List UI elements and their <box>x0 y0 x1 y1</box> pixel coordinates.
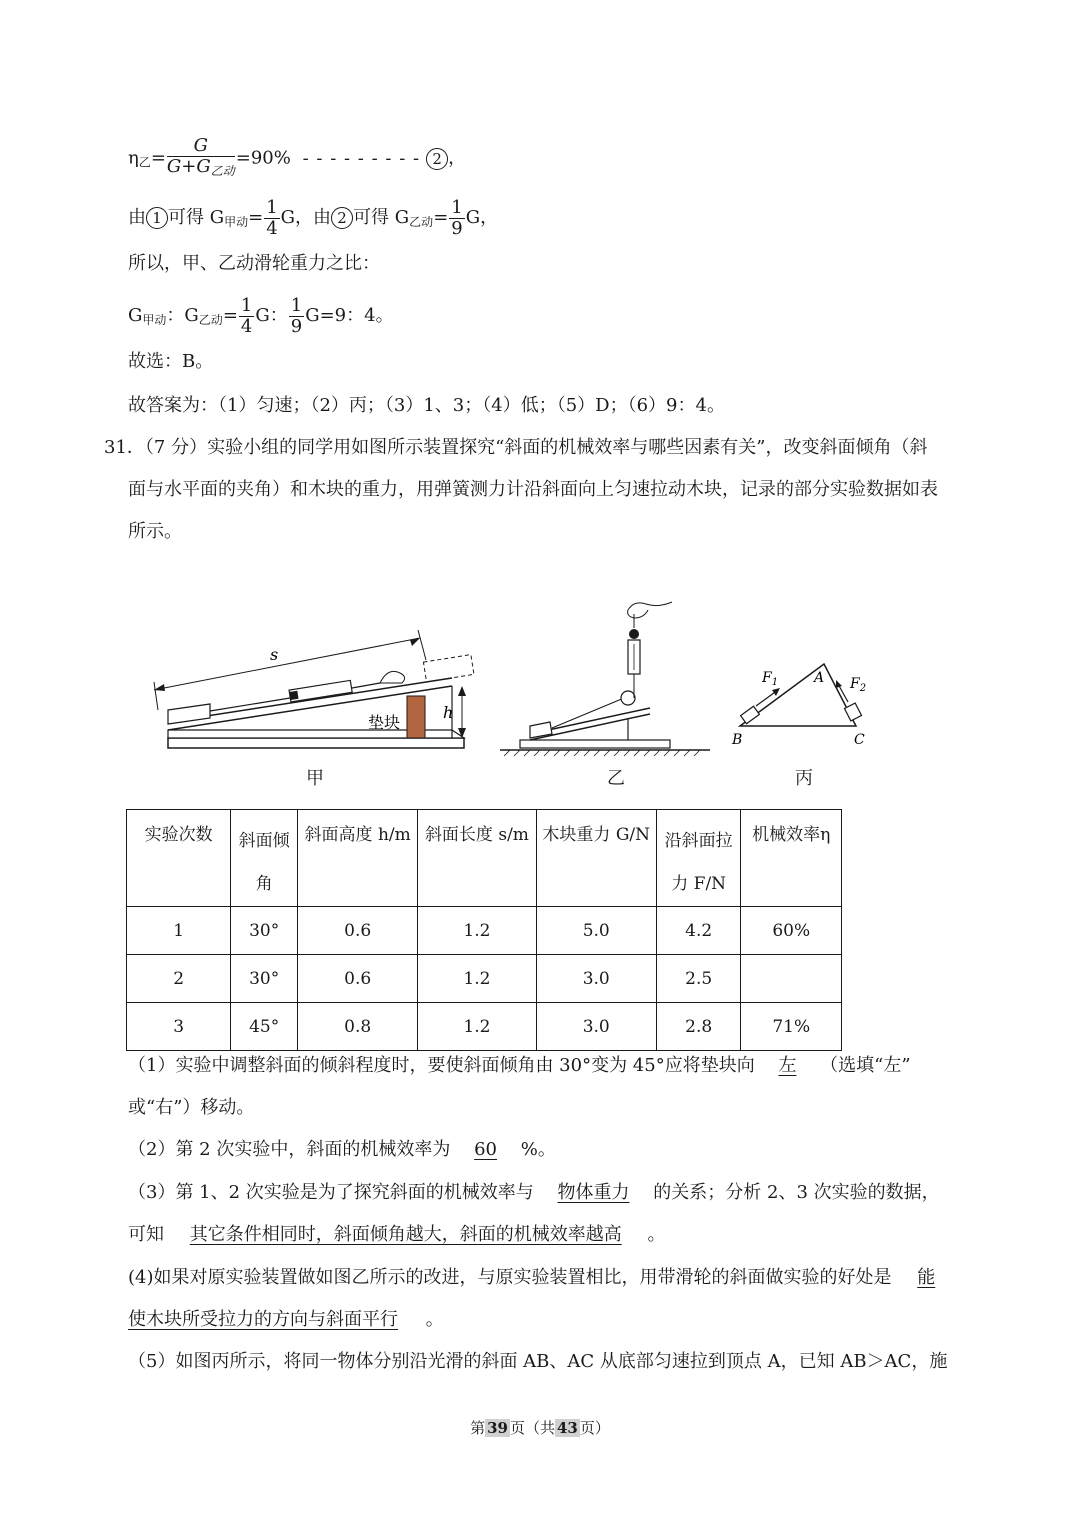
ratio-line <box>128 294 394 338</box>
question-31-line-3: 所示。 <box>128 521 182 542</box>
cell-height: 0.8 <box>298 1003 418 1051</box>
q4-text: (4)如果对原实验装置做如图乙所示的改进，与原实验装置相比，用带滑轮的斜面做实验的好处是 <box>128 1267 892 1288</box>
question-31-line-1: 31．（7 分）实验小组的同学用如图所示装置探究“斜面的机械效率与哪些因素有关”，改变斜面倾角（斜 <box>104 437 928 458</box>
figure-yi-pulley-incline <box>500 600 720 760</box>
q3-answer-2: 其它条件相同时，斜面倾角越大，斜面的机械效率越高 <box>189 1224 622 1245</box>
experiment-data-table <box>126 809 842 1051</box>
ratio-text-a: G <box>128 305 143 326</box>
derive-eq-2: = <box>433 207 449 228</box>
caption-bing: 丙 <box>795 768 813 789</box>
fraction-den: 9 <box>451 217 463 239</box>
q1-answer: 左 <box>778 1055 797 1076</box>
subquestion-4 <box>128 1266 935 1290</box>
cell-height: 0.6 <box>298 955 418 1003</box>
cell-angle: 30° <box>231 907 298 955</box>
cell-trial: 3 <box>127 1003 231 1051</box>
label-B: B <box>732 732 743 748</box>
q4-answer-1: 能 <box>917 1267 936 1288</box>
eta-subscript: 乙 <box>138 155 151 170</box>
figure-bing-triangle <box>728 654 878 754</box>
table-header-row <box>127 810 842 907</box>
label-s: s <box>270 645 279 664</box>
eta-fraction-numerator: G <box>167 136 235 157</box>
label-h: h <box>443 703 454 722</box>
cell-force: 2.8 <box>656 1003 741 1051</box>
eta-fraction-denominator-sub: 乙动 <box>210 164 235 178</box>
ratio-fraction-2 <box>289 296 304 337</box>
derive-text-d: G，由 <box>280 207 332 228</box>
eta-fraction-denominator: G+G <box>166 156 211 177</box>
cell-trial: 1 <box>127 907 231 955</box>
derive-text-g: G， <box>465 207 499 228</box>
caption-yi: 乙 <box>607 768 625 789</box>
fraction-num: 1 <box>240 294 253 316</box>
label-F2: $F_2$ <box>850 676 867 694</box>
fraction-num: 1 <box>451 196 463 218</box>
q3-text-d: 。 <box>647 1224 666 1245</box>
eta-yi-equation: $\eta_乙=$ $\frac{G}{G+G_{乙动}}$ =90% - - - - - - - - - 2 ， <box>128 136 466 180</box>
footer-suffix: 页） <box>579 1419 610 1437</box>
cell-height: 0.6 <box>298 907 418 955</box>
q3-answer-1: 物体重力 <box>557 1182 630 1203</box>
derive-text-b: 可得 G <box>168 207 225 228</box>
header-force: 沿斜面拉 力 F/N <box>656 810 741 907</box>
q3-text-c: 可知 <box>128 1224 164 1245</box>
q1-text: （1）实验中调整斜面的倾斜程度时，要使斜面倾角由 30°变为 45°应将垫块向 <box>128 1055 755 1076</box>
q2-text: （2）第 2 次实验中，斜面的机械效率为 <box>128 1139 451 1160</box>
header-length: 斜面长度 s/m <box>418 810 536 907</box>
ratio-sub-1: 甲动 <box>142 313 167 327</box>
eta-tail: ， <box>448 147 467 169</box>
q3-text: （3）第 1、2 次实验是为了探究斜面的机械效率与 <box>128 1182 534 1203</box>
ratio-sub-2: 乙动 <box>198 313 223 327</box>
equation-marker-2-ref: 2 <box>331 207 353 229</box>
table-row <box>127 1003 842 1051</box>
q4-answer-2: 使木块所受拉力的方向与斜面平行 <box>128 1309 398 1330</box>
so-line: 所以，甲、乙动滑轮重力之比： <box>128 253 380 274</box>
cell-force: 2.5 <box>656 955 741 1003</box>
footer-prefix: 第 <box>470 1419 486 1437</box>
ratio-fraction-1 <box>239 296 254 337</box>
derivation-line <box>128 196 498 240</box>
cell-trial: 2 <box>127 955 231 1003</box>
ratio-text-b: ：G <box>166 305 199 326</box>
header-efficiency: 机械效率η <box>741 810 842 907</box>
label-C: C <box>854 732 865 748</box>
subquestion-2 <box>128 1138 556 1162</box>
q2-unit: %。 <box>520 1139 556 1160</box>
eta-value: =90% <box>235 147 291 169</box>
cell-efficiency <box>741 955 842 1003</box>
q3-text-b: 的关系；分析 2、3 次实验的数据， <box>653 1182 940 1203</box>
fraction-den: 4 <box>266 217 278 239</box>
subquestion-3-cont <box>128 1223 665 1247</box>
equation-marker-1: 1 <box>146 207 168 229</box>
subquestion-3 <box>128 1181 940 1205</box>
q2-answer: 60 <box>474 1139 497 1160</box>
question-31-line-2: 面与水平面的夹角）和木块的重力，用弹簧测力计沿斜面向上匀速拉动木块，记录的部分实验数据如表 <box>128 479 938 500</box>
subquestion-4-cont <box>128 1308 444 1332</box>
cell-length: 1.2 <box>418 907 536 955</box>
eta-symbol: η <box>128 147 139 169</box>
eta-fraction <box>167 136 235 181</box>
label-A: A <box>814 670 825 686</box>
table-row <box>127 907 842 955</box>
page-number: 39 <box>487 1419 508 1437</box>
derive-sub-1: 甲动 <box>224 215 249 229</box>
subquestion-5: （5）如图丙所示，将同一物体分别沿光滑的斜面 AB、AC 从底部匀速拉到顶点 A，已知 AB＞AC，施 <box>128 1351 948 1372</box>
ratio-text-d: G： <box>255 305 288 326</box>
page-footer <box>0 1417 1080 1438</box>
cell-force: 4.2 <box>656 907 741 955</box>
cell-weight: 3.0 <box>536 955 656 1003</box>
subquestion-1-cont: 或“右”）移动。 <box>128 1097 255 1118</box>
derive-text-e: 可得 G <box>353 207 410 228</box>
ratio-eq: = <box>222 305 238 326</box>
label-F1: $F_1$ <box>762 670 779 688</box>
q1-hint: （选填“左” <box>820 1055 911 1076</box>
cell-angle: 45° <box>231 1003 298 1051</box>
cell-efficiency: 60% <box>741 907 842 955</box>
header-weight: 木块重力 G/N <box>536 810 656 907</box>
fraction-num: 1 <box>290 294 303 316</box>
fraction-one-ninth <box>449 198 464 239</box>
dash-leader: - - - - - - - - - <box>302 147 421 169</box>
derive-eq-1: = <box>248 207 264 228</box>
derive-text-a: 由 <box>128 207 146 228</box>
fraction-den: 9 <box>290 315 303 337</box>
header-angle: 斜面倾 角 <box>231 810 298 907</box>
header-height: 斜面高度 h/m <box>298 810 418 907</box>
fraction-one-quarter <box>264 198 279 239</box>
cell-efficiency: 71% <box>741 1003 842 1051</box>
cell-weight: 3.0 <box>536 1003 656 1051</box>
choice-line: 故选：B。 <box>128 351 214 372</box>
ratio-text-e: G=9：4。 <box>305 305 394 326</box>
page-total: 43 <box>557 1419 578 1437</box>
footer-middle: 页（共 <box>509 1419 555 1437</box>
fraction-den: 4 <box>240 315 253 337</box>
label-block: 垫块 <box>368 713 401 732</box>
answers-line: 故答案为：（1）匀速；（2）丙；（3）1、3；（4）低；（5）D；（6）9：4。 <box>128 395 725 416</box>
cell-length: 1.2 <box>418 1003 536 1051</box>
derive-sub-2: 乙动 <box>409 215 434 229</box>
cell-weight: 5.0 <box>536 907 656 955</box>
header-trial: 实验次数 <box>127 810 231 907</box>
figure-jia-incline <box>140 612 480 752</box>
cell-length: 1.2 <box>418 955 536 1003</box>
cell-angle: 30° <box>231 955 298 1003</box>
q4-text-b: 。 <box>425 1309 444 1330</box>
fraction-num: 1 <box>266 196 278 218</box>
subquestion-1 <box>128 1054 911 1078</box>
caption-jia: 甲 <box>306 768 324 789</box>
equation-marker-2: 2 <box>426 148 448 170</box>
table-row <box>127 955 842 1003</box>
